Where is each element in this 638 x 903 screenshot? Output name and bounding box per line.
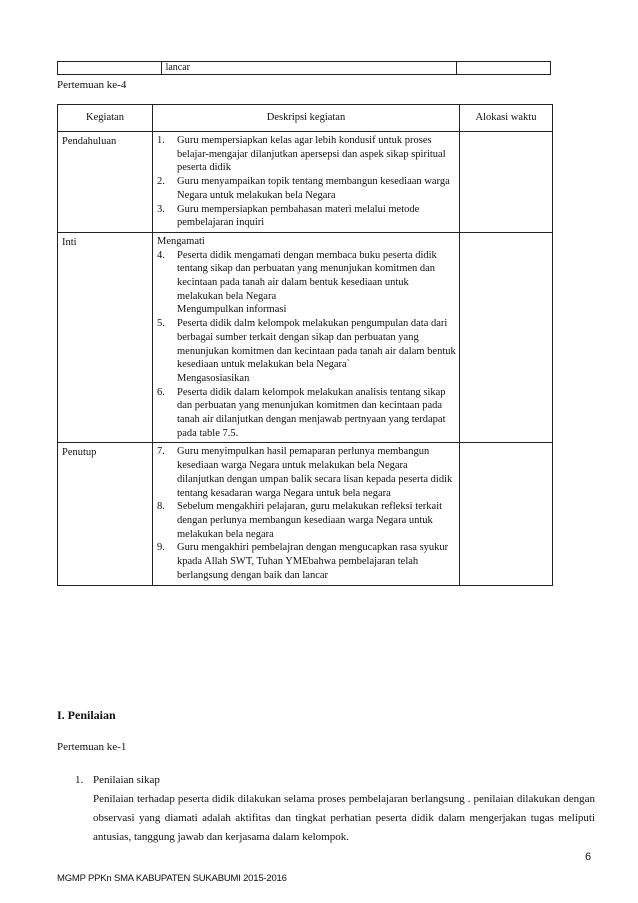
step-text: Sebelum mengakhiri pelajaran, guru melakukan refleksi terkait dengan perlunya membangun kesediaan warga Negara untuk melakukan bela negara (177, 501, 443, 540)
item-number: 1. (75, 774, 84, 786)
time-cell (460, 443, 553, 585)
phase-inti: Inti (58, 232, 153, 443)
phase-pendahuluan: Pendahuluan (58, 132, 153, 233)
sub-heading-mengamati: Mengamati (157, 235, 205, 247)
step-number: 8. (157, 501, 165, 513)
step-number: 5. (157, 318, 165, 330)
activity-table (57, 104, 553, 586)
list-item (157, 203, 456, 230)
previous-table-fragment (57, 61, 551, 75)
time-cell (460, 232, 553, 443)
step-text: Guru mempersiapkan pembahasan materi melalui metode pembelajaran inquiri (177, 203, 420, 229)
header-kegiatan: Kegiatan (58, 105, 153, 132)
step-number: 9. (157, 542, 165, 554)
list-item (157, 175, 456, 202)
step-number: 4. (157, 249, 165, 261)
step-number: 1. (157, 135, 165, 146)
step-text: Guru mempersiapkan kelas agar lebih kondusif untuk proses belajar-mengajar dilanjutkan apersepsi dan aspek sikap spiritual peserta didik (177, 135, 446, 174)
step-text: Peserta didik mengamati dengan membaca buku peserta didik tentang sikap dan perbuatan yang menunjukan komitmen dan kecintaan pada tanah air dalam bentuk kesediaan untuk melakukan bela Negara (177, 249, 437, 302)
step-number: 7. (157, 446, 165, 458)
table-row (58, 132, 553, 233)
sub-heading-mengasosiasikan: Mengasosiasikan (177, 372, 250, 384)
description-cell (153, 443, 460, 585)
description-cell (153, 132, 460, 233)
sub-heading-mengumpulkan: Mengumpulkan informasi (177, 304, 287, 316)
meeting-4-label: Pertemuan ke-4 (57, 79, 127, 91)
table-row (58, 443, 553, 585)
list-item (157, 541, 456, 582)
list-item (157, 386, 456, 441)
section-title: I. Penilaian (57, 708, 116, 722)
fragment-cell-empty (58, 62, 162, 75)
step-text: Peserta didik dalam kelompok melakukan analisis tentang sikap dan perbuatan yang menunjukan komitmen dan kecintaan pada tanah air dilanjutkan dengan menjawab pertnyaan yang terdapat pada table 7.5. (177, 386, 446, 439)
table-row (58, 232, 553, 443)
step-number: 3. (157, 203, 165, 215)
footer-text: MGMP PPKn SMA KABUPATEN SUKABUMI 2015-2016 (57, 873, 287, 884)
step-number: 2. (157, 176, 165, 188)
item-heading: Penilaian sikap (93, 774, 160, 786)
step-text: Guru menyampaikan topik tentang membangun kesediaan warga Negara untuk melakukan bela Negara (177, 176, 450, 201)
phase-penutup: Penutup (58, 443, 153, 585)
item-body: Penilaian terhadap peserta didik dilakukan selama proses pembelajaran berlangsung . penilaian dilakukan dengan observasi yang diamati adalah aktifitas dan tingkat perhatian peserta didik dalam mengerjakan tugas meliputi antusias, tanggung jawab dan kerjasama dalam kelompok. (93, 793, 595, 843)
list-item (157, 317, 456, 386)
header-deskripsi: Deskripsi kegiatan (153, 105, 460, 132)
page-number: 6 (585, 851, 592, 863)
assessment-item (75, 771, 595, 847)
list-item (157, 134, 456, 175)
header-alokasi: Alokasi waktu (460, 105, 553, 132)
step-text: Guru mengakhiri pembelajran dengan mengucapkan rasa syukur kpada Allah SWT, Tuhan YMEbahwa pembelajaran telah berlangsung dengan baik dan lancar (177, 542, 449, 581)
step-text: Peserta didik dalm kelompok melakukan pengumpulan data dari berbagai sumber terkait dengan sikap dan perbuatan yang menunjukan komitmen dan kecintaan pada tanah air dalam bentuk kesediaan untuk melakukan bela Negara` (177, 318, 456, 371)
step-number: 6. (157, 386, 165, 398)
fragment-cell-text: lancar (161, 62, 457, 75)
list-item (157, 249, 456, 318)
list-item (157, 445, 456, 500)
meeting-1-label: Pertemuan ke-1 (57, 741, 127, 753)
fragment-cell-empty-right (457, 62, 551, 75)
list-item (157, 500, 456, 541)
time-cell (460, 132, 553, 233)
description-cell (153, 232, 460, 443)
table-header-row (58, 105, 553, 132)
step-text: Guru menyimpulkan hasil pemaparan perlunya membangun kesediaan warga Negara untuk melakukan bela Negara dilanjutkan dengan umpan balik secara lisan kepada peserta didik tentang kesadaran warga Negara untuk bela negara (177, 446, 453, 499)
